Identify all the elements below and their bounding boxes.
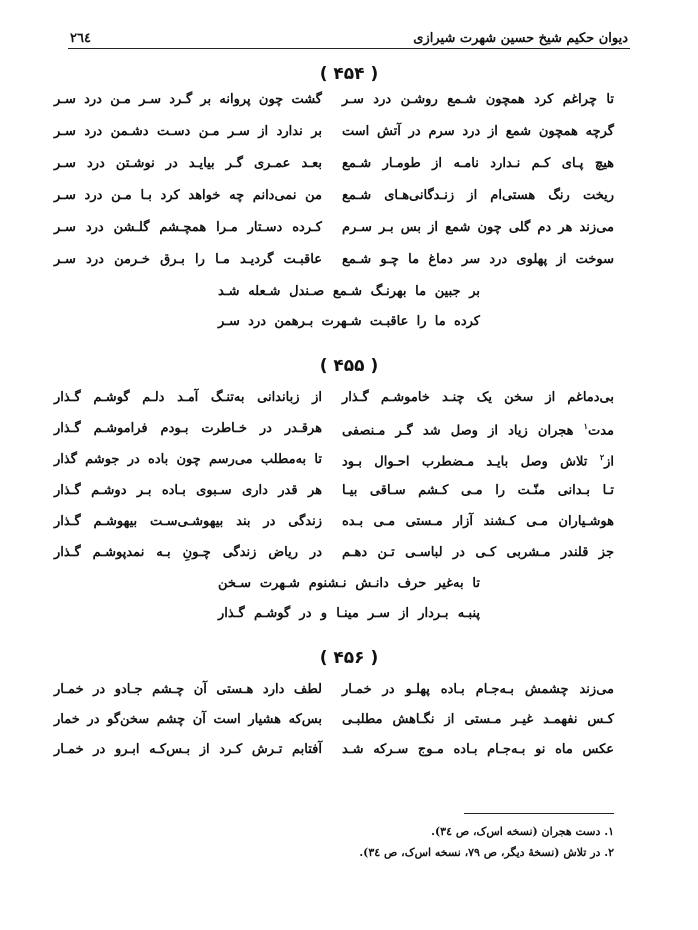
poem-title-455: ( ۴۵۵ ) xyxy=(319,356,379,376)
page-number: ٢٦٤ xyxy=(70,31,91,46)
hemistich-right: می‌زند هر دم گلی چون شمع از بس بـر سـرم xyxy=(342,220,614,235)
hemistich-right: کـس نفهمـد غیـر مـستی از نگـاهش مطلبـی xyxy=(342,712,614,727)
closing-line-454-2 xyxy=(0,314,698,329)
closing-text: تا به‌غیر حرف دانـش نـشنوم شـهرت سـخن xyxy=(218,576,480,591)
footnote-divider xyxy=(464,813,614,814)
hemistich-left: بس‌که هشیار است آن چشم سخن‌گو در خمار xyxy=(54,712,322,727)
hemistich-left: از زباندانی به‌تنـگ آمـد دلـم گوشـم گـذار xyxy=(54,390,322,405)
header-divider xyxy=(68,48,630,49)
hemistich-right: ریخت رنگ هستی‌ام از زنـدگانی‌هـای شـمع xyxy=(342,188,614,203)
hemistich-right: گرچه همچون شمع از درد سرم در آتش است xyxy=(342,124,614,139)
closing-text: کرده ما را عاقبـت شـهرت بـرهمن درد سـر xyxy=(218,314,480,329)
hemistich-left: بعـد عمـری گـر بیایـد در نوشـتن درد سـر xyxy=(54,156,322,171)
hemistich-right: مدت$^١$ هجران زیاد از وصل شد گـر مـنصفی xyxy=(342,421,614,439)
hemistich-left: گشت چون پروانه بر گـرد سـر مـن درد سـر xyxy=(54,92,322,107)
hemistich-left: هرقـدر در خـاطرت بـودم فراموشـم گـذار xyxy=(54,421,322,436)
footnote-ref-2: ٢ xyxy=(599,452,605,462)
closing-line-454-1 xyxy=(0,284,698,299)
hemistich-left: من نمی‌دانم چه خواهد کرد بـا مـن درد سـر xyxy=(54,188,322,203)
hemistich-right: هوشـیاران مـی کـشند آزار مـستی مـی بـده xyxy=(342,514,614,529)
hemistich-left: لطف دارد هـستی آن چـشم جـادو در خمـار xyxy=(54,682,322,697)
hemistich-left: هر قدر داری سـبوی بـاده بـر دوشـم گـذار xyxy=(54,483,322,498)
hemistich-right: تا چراغم کرد همچون شـمع روشـن درد سـر xyxy=(342,92,614,107)
hemistich-left: تا به‌مطلب می‌رسم چون باده در جوشم گذار xyxy=(54,452,322,467)
hemistich-left: عاقبـت گردیـد مـا را بـرق خـرمن درد سـر xyxy=(54,252,322,267)
footnote-1: ١. دست هجران (نسخه اس‌ک، ص ٣٤). xyxy=(431,825,614,838)
hemistich-right: تـا بـدانی منّـت را مـی کـشم سـاقی بیـا xyxy=(342,483,614,498)
hemistich-right: از$^٢$ تلاش وصل بایـد مـضطرب احـوال بـود xyxy=(342,452,614,470)
hemistich-right: سوخت از پهلوی درد سر دماغ ما چـو شـمع xyxy=(342,252,614,267)
hemistich-left: بر ندارد از سـر مـن دسـت دشـمن درد سـر xyxy=(54,124,322,139)
hemistich-right: عکس ماه نو بـه‌جـام بـاده مـوج سـرکه شـد xyxy=(342,742,614,757)
hemistich-right: هیچ پـای کـم نـدارد نامـه از طومـار شـمع xyxy=(342,156,614,171)
running-header xyxy=(70,22,628,46)
hemistich-right: جز قلندر مـشربی کـی در لباسـی تـن دهـم xyxy=(342,545,614,560)
poem-title-454: ( ۴۵۴ ) xyxy=(319,64,379,84)
header-title: دیوان حکیم شیخ حسین شهرت شیرازی xyxy=(413,31,628,46)
hemistich-left: در ریاض زندگی چـونِ بـه نمدپوشـم گـذار xyxy=(54,545,322,560)
hemistich-left: زندگی در بند بیهوشـی‌سـت بیهوشـم گـذار xyxy=(54,514,322,529)
footnote-ref-1: ١ xyxy=(583,421,588,431)
hemistich-left: آفتابم تـرش کـرد از بـس‌کـه ابـرو در خمـار xyxy=(54,742,322,757)
closing-text: پنبـه بـردار از سـر مینـا و در گوشـم گـذار xyxy=(218,606,480,621)
footnote-2: ٢. در تلاش (نسخهٔ دیگر، ص ٧٩، نسخه اس‌ک، ص ٣٤). xyxy=(359,846,614,859)
hemistich-right: می‌زند چشمش بـه‌جـام بـاده پهلـو در خمـار xyxy=(342,682,614,697)
hemistich-right: بی‌دماغم از سخن یک چنـد خاموشـم گـذار xyxy=(342,390,614,405)
closing-text: بر جبین ما بهرنـگ شـمع صـندل شـعله شـد xyxy=(218,284,480,299)
hemistich-left: کـرده دسـتار مـرا همچـشم گلـشن درد سـر xyxy=(54,220,322,235)
closing-line-455-2 xyxy=(0,606,698,621)
poem-title-456: ( ۴۵۶ ) xyxy=(319,648,379,668)
closing-line-455-1 xyxy=(0,576,698,591)
